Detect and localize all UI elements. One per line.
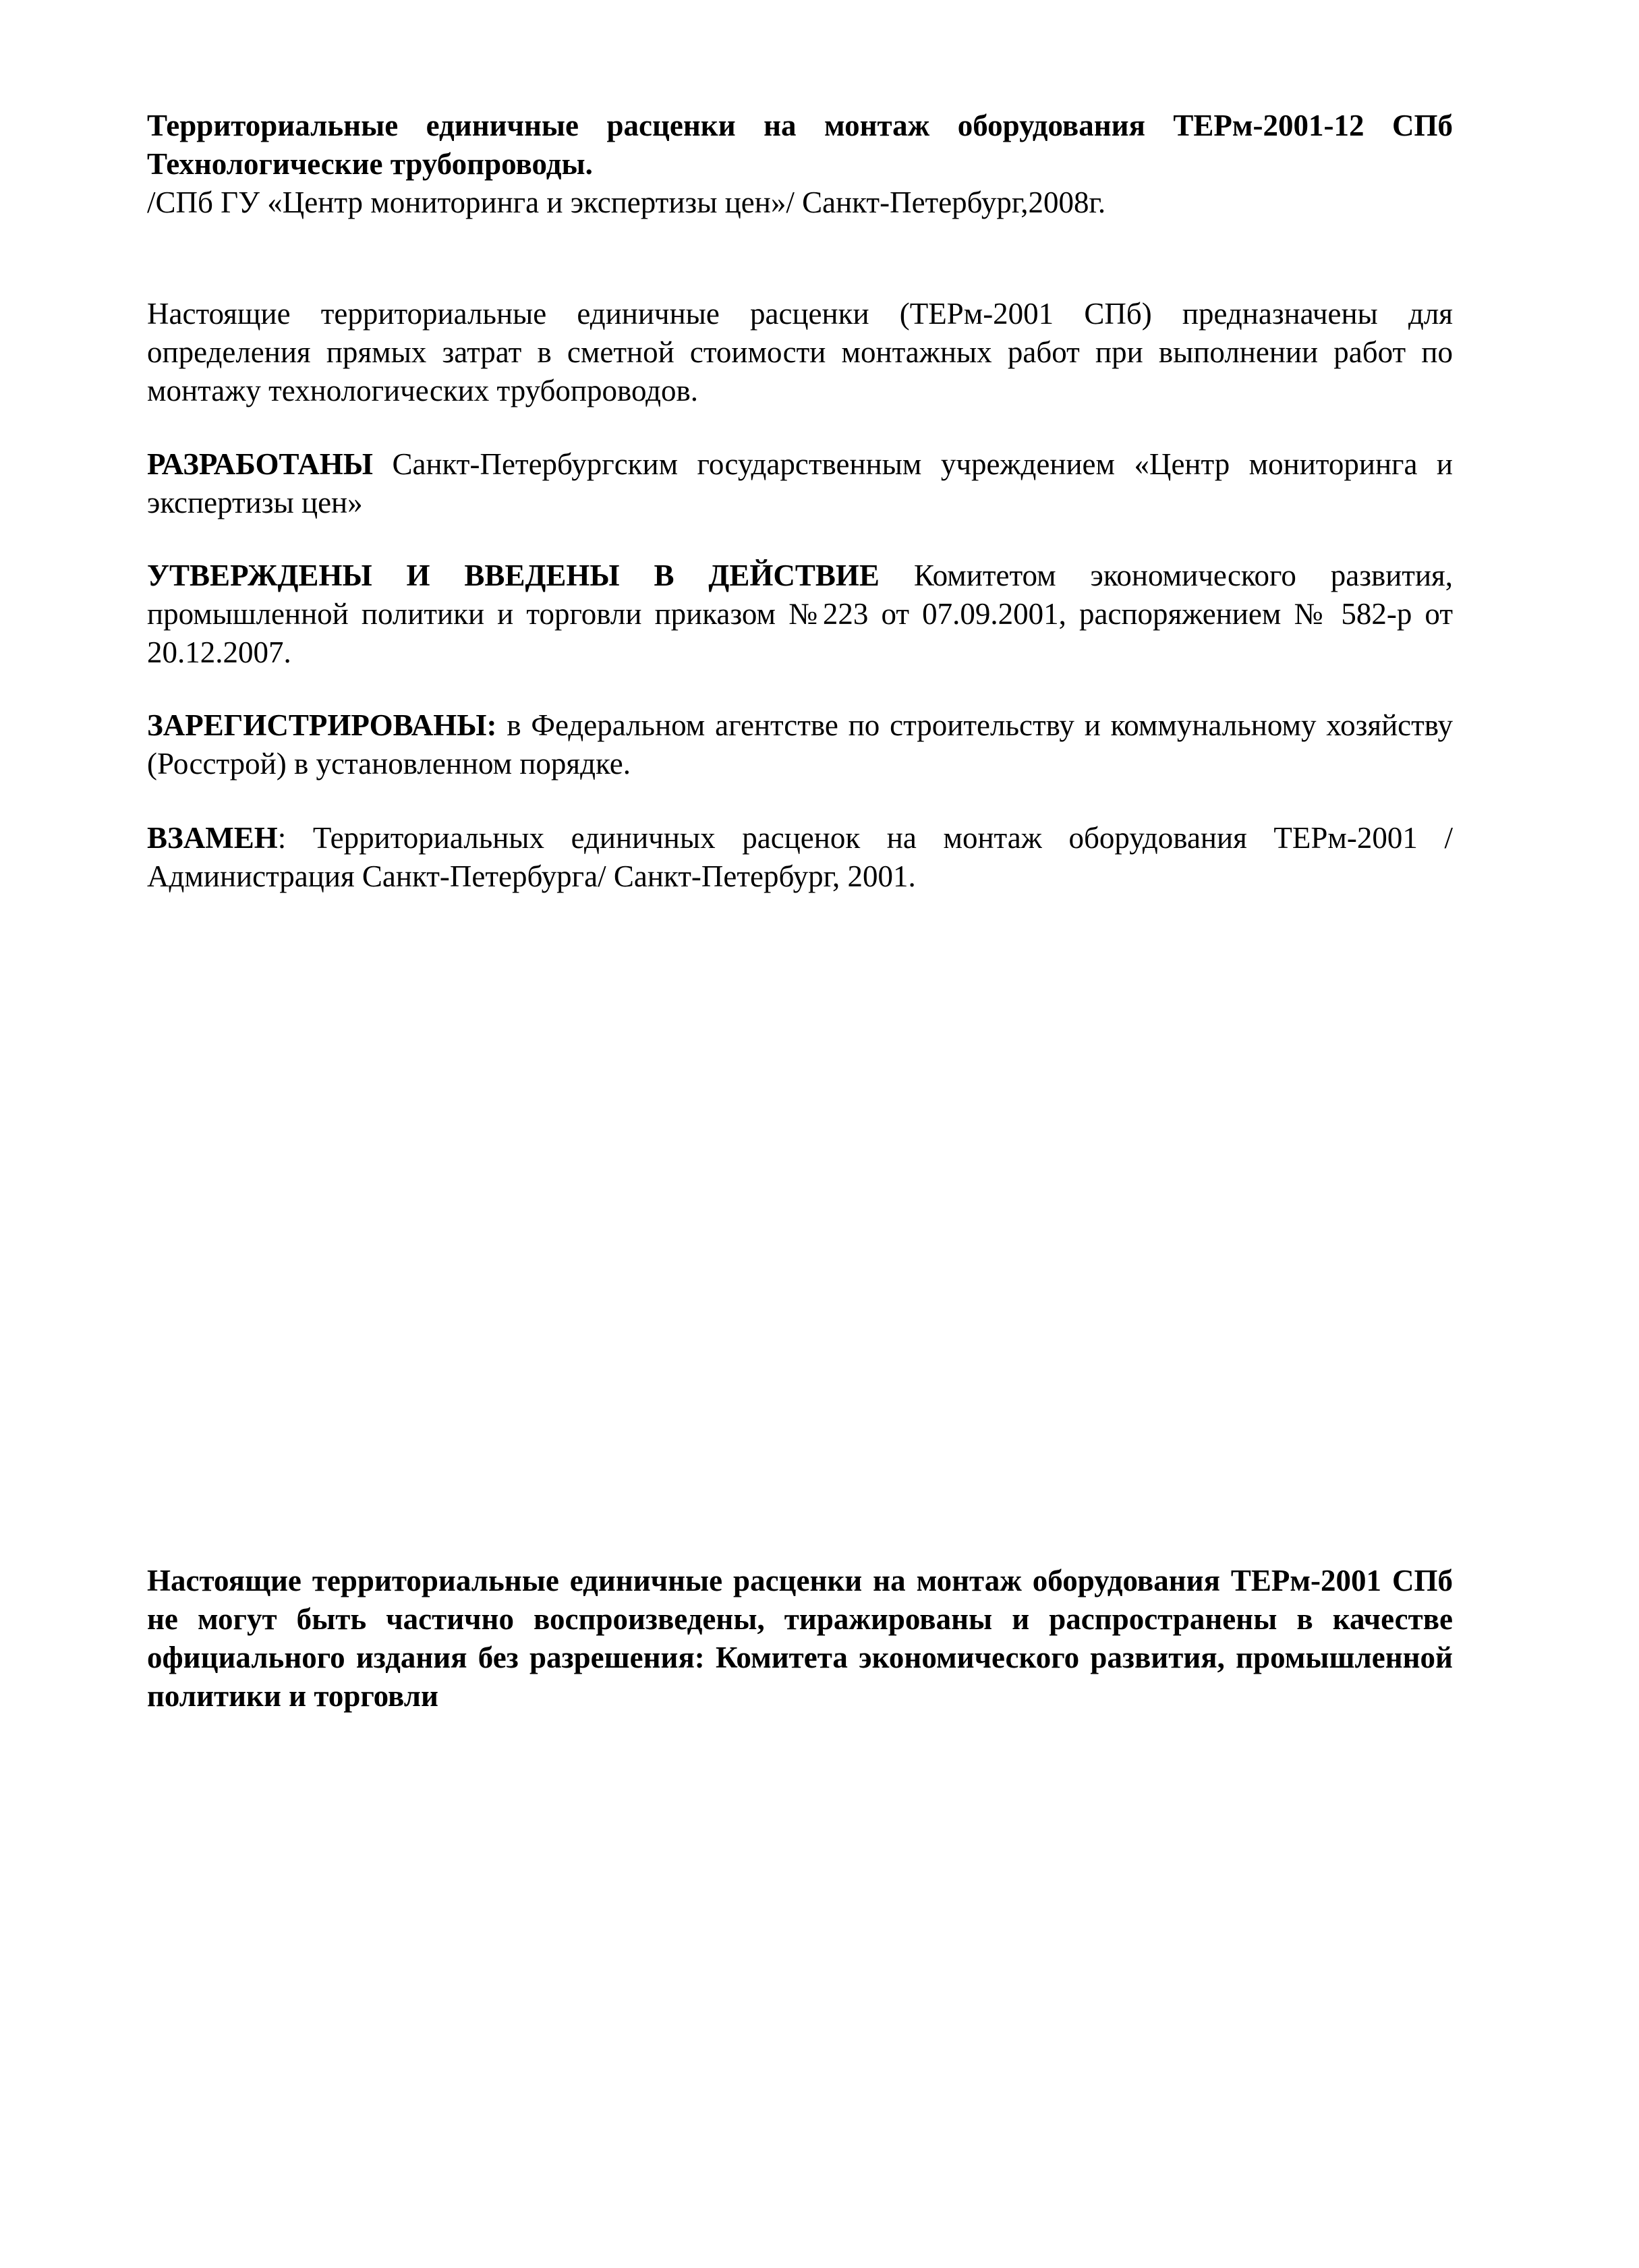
registered-paragraph bbox=[147, 706, 1453, 783]
approved-text: Комитетом экономического развития, промышленной политики и торговли приказом №223 от 07.09.2001, распоряжением № 582-р от 20.12.2007. bbox=[147, 559, 1453, 669]
developed-paragraph bbox=[147, 445, 1453, 522]
registered-lead: ЗАРЕГИСТРИРОВАНЫ: bbox=[147, 708, 497, 742]
intro-paragraph bbox=[147, 295, 1453, 410]
intro-text: Настоящие территориальные единичные расценки (ТЕРм-2001 СПб) предназначены для определения прямых затрат в сметной стоимости монтажных работ при выполнении работ по монтажу технологических трубопроводов. bbox=[147, 297, 1453, 407]
approved-lead: УТВЕРЖДЕНЫ И ВВЕДЕНЫ В ДЕЙСТВИЕ bbox=[147, 559, 880, 592]
replaced-text: : Территориальных единичных расценок на монтаж оборудования ТЕРм-2001 /Администрация Санкт-Петербурга/ Санкт-Петербург, 2001. bbox=[147, 821, 1453, 893]
title-line-1: Территориальные единичные расценки на монтаж оборудования ТЕРм-2001-12 СПб bbox=[147, 109, 1453, 142]
replaced-paragraph bbox=[147, 819, 1453, 896]
source-line: /СПб ГУ «Центр мониторинга и экспертизы цен»/ Санкт-Петербург,2008г. bbox=[147, 186, 1106, 219]
registered-text: в Федеральном агентстве по строительству и коммунальному хозяйству (Росстрой) в установленном порядке. bbox=[147, 708, 1453, 781]
developed-text: Санкт-Петербургским государственным учреждением «Центр мониторинга и экспертизы цен» bbox=[147, 447, 1454, 519]
document-header bbox=[147, 107, 1453, 222]
approved-paragraph bbox=[147, 557, 1453, 672]
notice-text: Настоящие территориальные единичные расценки на монтаж оборудования ТЕРм-2001 СПб не могут быть частично воспроизведены, тиражированы и распространены в качестве официального издания без разрешения: Комитета экономического развития, промышленной политики и торговли bbox=[147, 1564, 1453, 1713]
title-line-2: Технологические трубопроводы. bbox=[147, 147, 593, 181]
developed-lead: РАЗРАБОТАНЫ bbox=[147, 447, 373, 481]
copyright-notice bbox=[147, 1562, 1453, 1716]
replaced-lead: ВЗАМЕН bbox=[147, 821, 278, 855]
